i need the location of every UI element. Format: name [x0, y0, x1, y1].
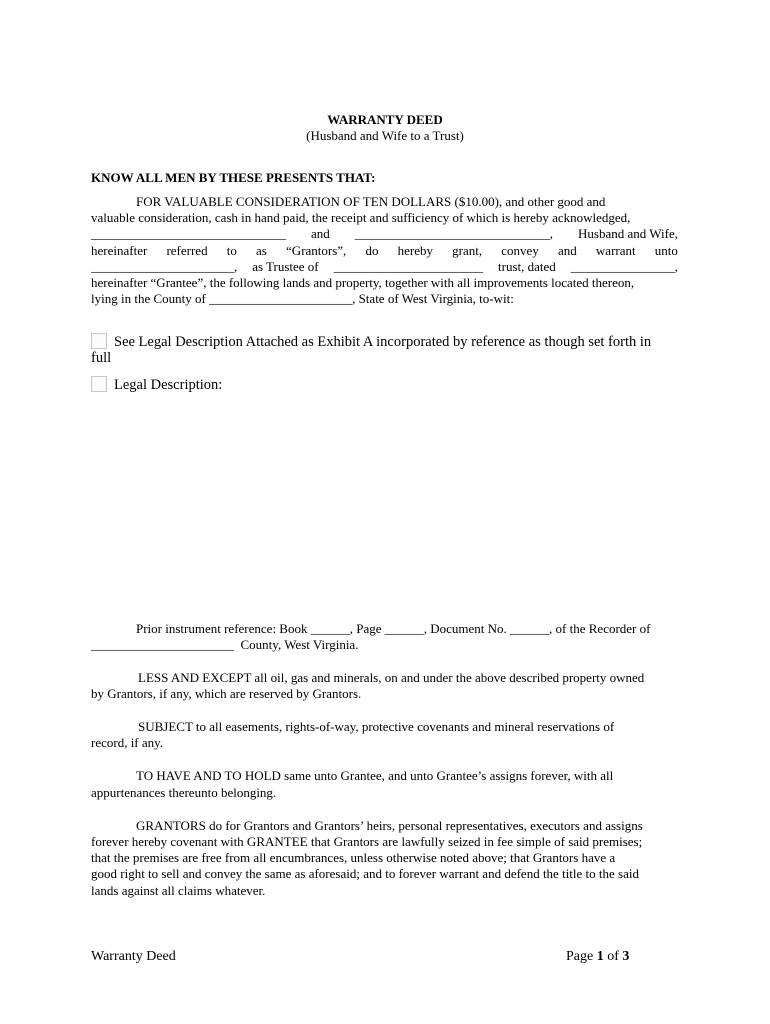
habendum-text-1: TO HAVE AND TO HOLD same unto Grantee, and unto Grantee’s assigns forever, with all [136, 768, 614, 783]
as-trustee-text: as Trustee of [252, 259, 319, 274]
word-referred: referred [166, 243, 208, 258]
document-subtitle: (Husband and Wife to a Trust) [306, 128, 464, 143]
footer-page-number [566, 948, 629, 965]
legal-description-checkbox[interactable] [91, 376, 107, 392]
grantor-1-name-field[interactable]: ______________________________ [91, 226, 286, 241]
covenant-text-3: that the premises are free from all encumbrances, unless otherwise noted above; that Grantors have a [91, 850, 616, 865]
legal-description-field[interactable] [91, 400, 678, 610]
covenant-line-3 [91, 850, 678, 866]
consideration-line-6: hereinafter “Grantee”, the following lands and property, together with all improvements located thereon, [91, 275, 635, 290]
subject-line-1: SUBJECT to all easements, rights-of-way, protective covenants and mineral reservations of [138, 719, 615, 734]
subject-line-2: record, if any. [91, 735, 164, 750]
exhibit-option [91, 333, 681, 351]
covenant-line-5: lands against all claims whatever. [91, 883, 266, 898]
document-title: WARRANTY DEED [327, 112, 443, 127]
habendum-line-2: appurtenances thereunto belonging. [91, 785, 277, 800]
covenant-line-4 [91, 866, 678, 882]
current-page: 1 [596, 949, 604, 964]
legal-description-option [91, 376, 681, 394]
word-hereinafter: hereinafter [91, 243, 148, 258]
word-grant: grant, [452, 243, 483, 258]
trustee-name-field[interactable]: ______________________, [91, 259, 238, 274]
footer-document-name: Warranty Deed [91, 949, 176, 964]
covenant-line-2 [91, 834, 678, 850]
word-and: and [557, 243, 577, 258]
word-as: as [256, 243, 267, 258]
of-word: of [607, 949, 619, 964]
husband-wife-text: Husband and Wife, [578, 226, 678, 241]
less-except-line-1 [91, 670, 725, 686]
covenant-line-1 [91, 818, 723, 834]
word-grantors: “Grantors”, [286, 243, 347, 258]
covenant-text-4: good right to sell and convey the same as aforesaid; and to forever warrant and defend the title to the said [91, 866, 639, 881]
legal-description-label: Legal Description: [114, 377, 223, 393]
exhibit-option-cont: full [91, 350, 112, 366]
prior-instrument-line-1 [91, 621, 723, 637]
exhibit-a-checkbox[interactable] [91, 333, 107, 349]
total-pages: 3 [622, 949, 630, 964]
consideration-line-3 [91, 226, 678, 243]
word-unto: unto [654, 243, 678, 258]
and-text: and [311, 226, 330, 241]
presents-heading: KNOW ALL MEN BY THESE PRESENTS THAT: [91, 170, 376, 185]
trust-date-field[interactable]: ________________, [570, 259, 678, 274]
covenant-text-2: forever hereby covenant with GRANTEE that Grantors are lawfully seized in fee simple of said premises; [91, 834, 643, 849]
prior-instrument-line-2: ______________________ County, West Virginia. [91, 637, 359, 652]
exhibit-option-label: See Legal Description Attached as Exhibit A incorporated by reference as though set forth in [114, 334, 652, 350]
trust-dated-text: trust, dated [498, 259, 556, 274]
page-word: Page [566, 949, 594, 964]
less-except-text-1: LESS AND EXCEPT all oil, gas and minerals, on and under the above described property owned [138, 670, 645, 685]
consideration-line-5 [91, 259, 678, 276]
word-hereby: hereby [397, 243, 433, 258]
word-convey: convey [501, 243, 539, 258]
prior-instrument-text-1: Prior instrument reference: Book ______, Page ______, Document No. ______, of the Recorder of [136, 621, 651, 636]
consideration-text-1: FOR VALUABLE CONSIDERATION OF TEN DOLLARS ($10.00), and other good and [136, 194, 606, 209]
word-to: to [226, 243, 237, 258]
consideration-line-7: lying in the County of ______________________, State of West Virginia, to-wit: [91, 291, 514, 306]
consideration-line-1 [91, 194, 723, 210]
word-warrant: warrant [595, 243, 636, 258]
habendum-line-1 [91, 768, 723, 784]
consideration-text-2: valuable consideration, cash in hand paid, the receipt and sufficiency of which is hereby acknowledged, [91, 210, 631, 225]
consideration-line-2 [91, 210, 678, 226]
trust-name-field[interactable]: _______________________ [333, 259, 484, 274]
covenant-text-1: GRANTORS do for Grantors and Grantors’ heirs, personal representatives, executors and assigns [136, 818, 643, 833]
grantor-2-name-field[interactable]: ______________________________, [354, 226, 554, 241]
word-do: do [365, 243, 379, 258]
consideration-line-4 [91, 243, 678, 259]
less-except-line-2: by Grantors, if any, which are reserved by Grantors. [91, 686, 362, 701]
